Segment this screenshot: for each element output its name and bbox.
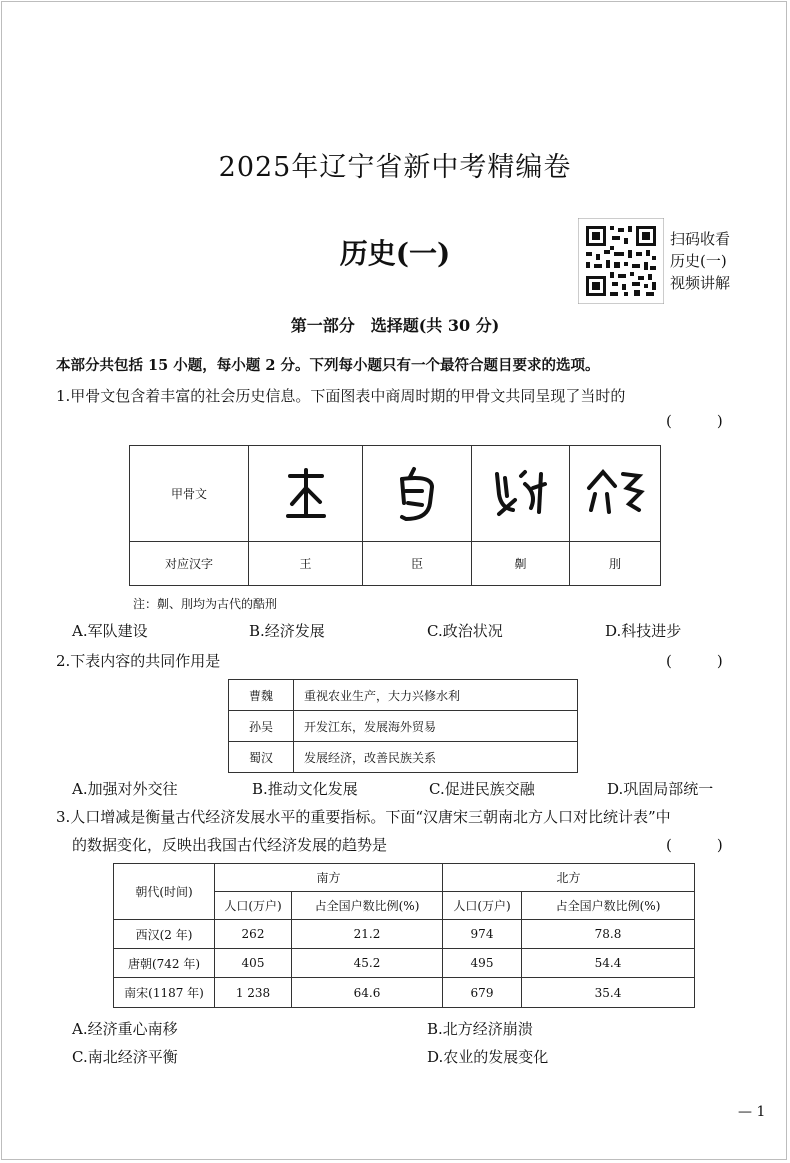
q2-option-d[interactable]: D.巩固局部统一 bbox=[607, 780, 714, 798]
q2-answer-paren[interactable]: ( ) bbox=[666, 652, 723, 670]
q1-answer-paren[interactable]: ( ) bbox=[666, 412, 723, 430]
q2-option-a[interactable]: A.加强对外交往 bbox=[72, 780, 178, 798]
q3-value-cell: 974 bbox=[443, 920, 522, 949]
q3-dynasty-cell: 唐朝(742 年) bbox=[114, 949, 215, 978]
q3-pop-head: 人口(万户) bbox=[215, 892, 292, 920]
q1-option-d[interactable]: D.科技进步 bbox=[605, 622, 682, 640]
q2-desc-cell: 发展经济，改善民族关系 bbox=[294, 742, 578, 773]
q1-hanzi-cell: 王 bbox=[249, 542, 363, 586]
q3-ratio-head: 占全国户数比例(%) bbox=[522, 892, 695, 920]
q2-state-cell: 孙吴 bbox=[229, 711, 294, 742]
qr-caption-line: 历史(一) bbox=[670, 252, 727, 270]
q1-option-a[interactable]: A.军队建设 bbox=[72, 622, 148, 640]
qr-caption bbox=[670, 228, 730, 294]
q3-south-head: 南方 bbox=[215, 864, 443, 892]
q3-dynasty-cell: 西汉(2 年) bbox=[114, 920, 215, 949]
q3-value-cell: 21.2 bbox=[292, 920, 443, 949]
q1-stem: 1.甲骨文包含着丰富的社会历史信息。下面图表中商周时期的甲骨文共同呈现了当时的 bbox=[56, 387, 626, 405]
oracle-glyph-yi bbox=[472, 446, 570, 542]
exam-title: 2025年辽宁省新中考精编卷 bbox=[218, 152, 572, 183]
q3-option-b[interactable]: B.北方经济崩溃 bbox=[427, 1020, 533, 1038]
q3-value-cell: 35.4 bbox=[522, 978, 695, 1008]
q1-row-head-oracle: 甲骨文 bbox=[130, 446, 249, 542]
q2-option-b[interactable]: B.推动文化发展 bbox=[252, 780, 358, 798]
oracle-yue-icon bbox=[583, 464, 647, 524]
subject-title: 历史(一) bbox=[339, 237, 451, 270]
q3-north-head: 北方 bbox=[443, 864, 695, 892]
q2-state-cell: 曹魏 bbox=[229, 680, 294, 711]
q2-stem: 2.下表内容的共同作用是 bbox=[56, 652, 221, 670]
q1-option-c[interactable]: C.政治状况 bbox=[427, 622, 503, 640]
table-row bbox=[114, 949, 695, 978]
q3-dynasty-cell: 南宋(1187 年) bbox=[114, 978, 215, 1008]
q1-oracle-table bbox=[129, 445, 661, 586]
page-number: — 1 bbox=[738, 1104, 766, 1120]
q3-stem-line2: 的数据变化，反映出我国古代经济发展的趋势是 bbox=[72, 836, 388, 854]
q1-hanzi-cell: 臣 bbox=[363, 542, 472, 586]
q2-desc-cell: 开发江东，发展海外贸易 bbox=[294, 711, 578, 742]
q3-value-cell: 54.4 bbox=[522, 949, 695, 978]
q3-value-cell: 405 bbox=[215, 949, 292, 978]
qr-code-icon[interactable] bbox=[578, 218, 664, 304]
q3-ratio-head: 占全国户数比例(%) bbox=[292, 892, 443, 920]
instructions: 本部分共包括 15 小题，每小题 2 分。下列每小题只有一个最符合题目要求的选项。 bbox=[56, 357, 600, 374]
oracle-glyph-wang bbox=[249, 446, 363, 542]
oracle-chen-icon bbox=[392, 463, 442, 525]
qr-caption-line: 视频讲解 bbox=[670, 274, 731, 292]
q3-value-cell: 679 bbox=[443, 978, 522, 1008]
q1-hanzi-cell: 劓 bbox=[472, 542, 570, 586]
qr-caption-line: 扫码收看 bbox=[670, 230, 731, 248]
q2-option-c[interactable]: C.促进民族交融 bbox=[429, 780, 535, 798]
q1-hanzi-cell: 刖 bbox=[570, 542, 661, 586]
oracle-glyph-chen bbox=[363, 446, 472, 542]
q2-desc-cell: 重视农业生产，大力兴修水利 bbox=[294, 680, 578, 711]
q3-stem-line1: 3.人口增减是衡量古代经济发展水平的重要指标。下面“汉唐宋三朝南北方人口对比统计表”中 bbox=[56, 808, 671, 826]
oracle-yi-icon bbox=[491, 464, 551, 524]
q3-dynasty-head: 朝代(时间) bbox=[114, 864, 215, 920]
q3-value-cell: 64.6 bbox=[292, 978, 443, 1008]
q1-row-head-hanzi: 对应汉字 bbox=[130, 542, 249, 586]
q3-option-c[interactable]: C.南北经济平衡 bbox=[72, 1048, 178, 1066]
q1-note: 注：劓、刖均为古代的酷刑 bbox=[133, 597, 278, 611]
section-title: 第一部分 选择题(共 30 分) bbox=[290, 316, 500, 335]
table-row bbox=[114, 920, 695, 949]
q3-value-cell: 262 bbox=[215, 920, 292, 949]
q3-value-cell: 495 bbox=[443, 949, 522, 978]
q3-value-cell: 1 238 bbox=[215, 978, 292, 1008]
q1-option-b[interactable]: B.经济发展 bbox=[249, 622, 325, 640]
q3-population-table bbox=[113, 863, 695, 1008]
q3-value-cell: 45.2 bbox=[292, 949, 443, 978]
q3-answer-paren[interactable]: ( ) bbox=[666, 836, 723, 854]
q2-state-cell: 蜀汉 bbox=[229, 742, 294, 773]
q3-value-cell: 78.8 bbox=[522, 920, 695, 949]
oracle-wang-icon bbox=[282, 464, 330, 524]
oracle-glyph-yue bbox=[570, 446, 661, 542]
q2-table bbox=[228, 679, 578, 773]
table-row bbox=[114, 978, 695, 1008]
q3-option-a[interactable]: A.经济重心南移 bbox=[72, 1020, 178, 1038]
q3-option-d[interactable]: D.农业的发展变化 bbox=[427, 1048, 549, 1066]
q3-pop-head: 人口(万户) bbox=[443, 892, 522, 920]
